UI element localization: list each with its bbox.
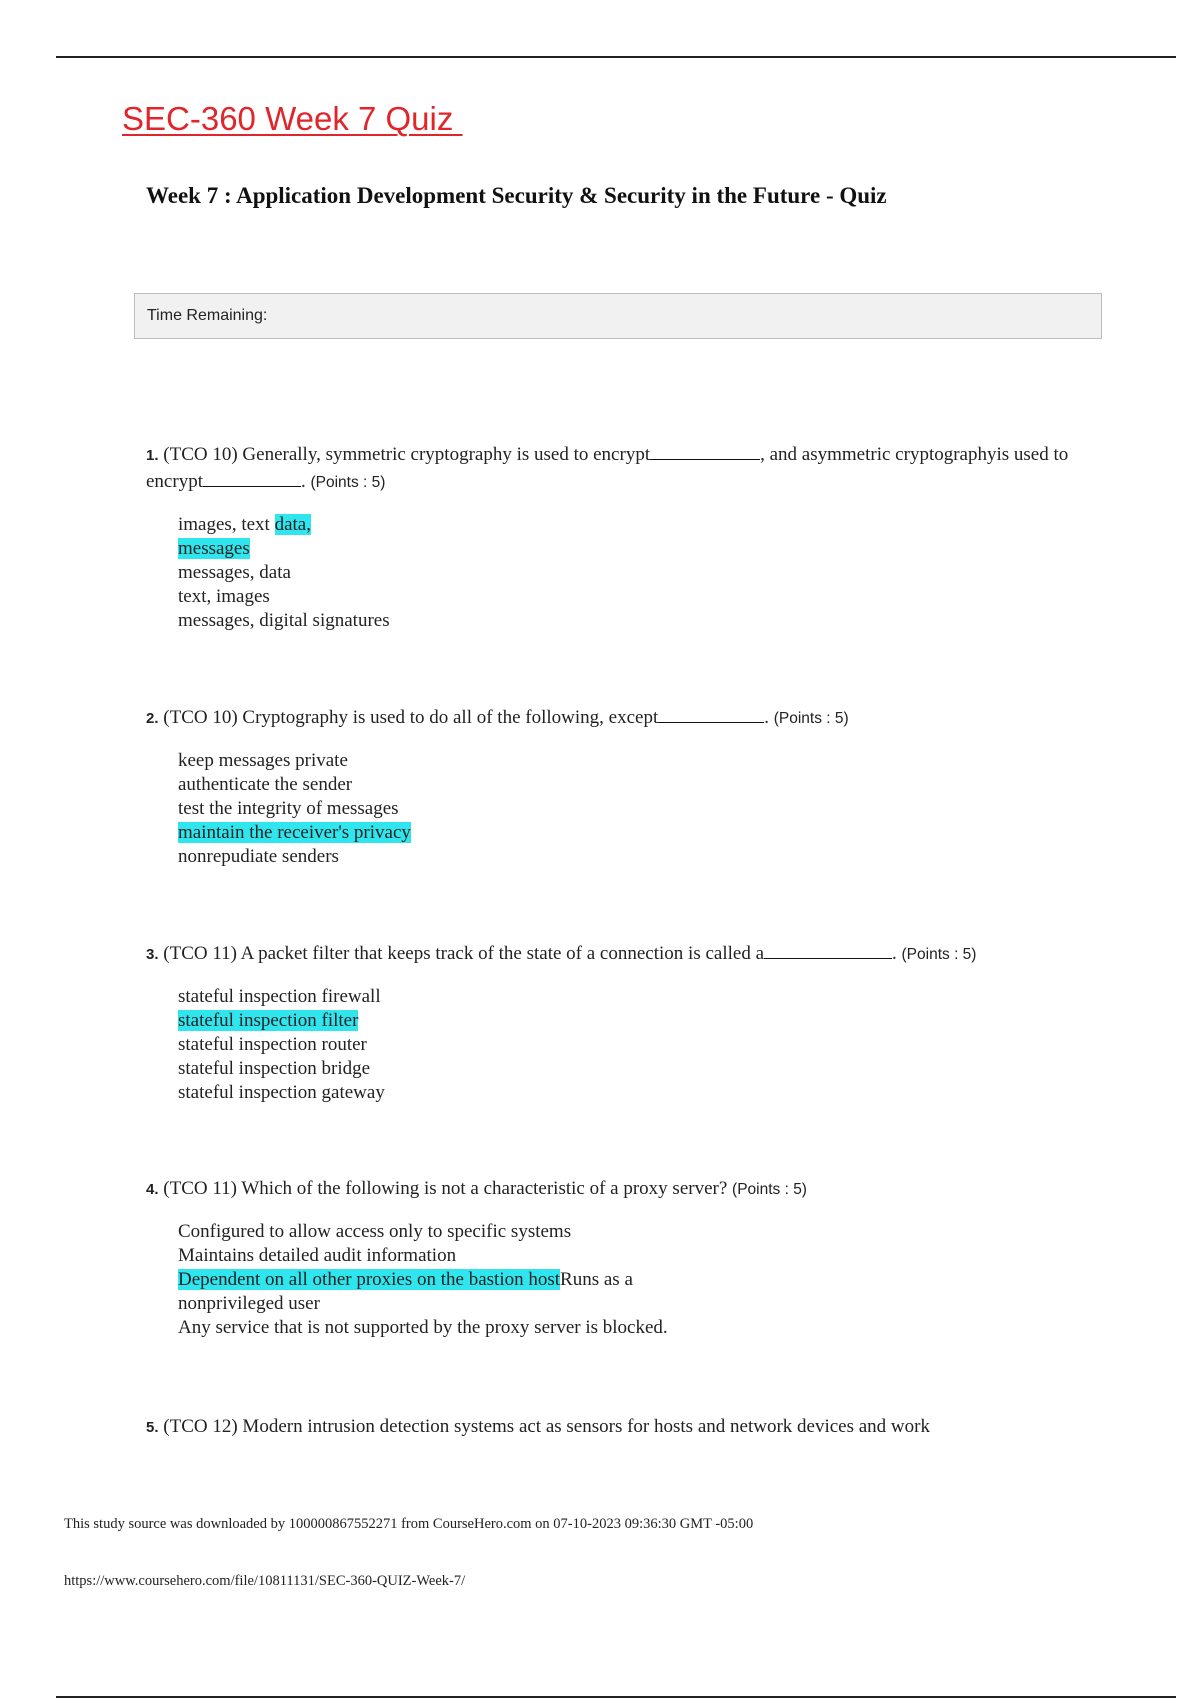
question-4-text: 4. (TCO 11) Which of the following is not a characteristic of a proxy server? (Points : 5) [146,1178,807,1199]
answer-option[interactable]: stateful inspection router [178,1034,367,1055]
answer-option[interactable]: stateful inspection bridge [178,1058,371,1079]
answer-option[interactable] [178,1009,1086,1033]
question-3 [146,940,1086,1105]
answer-blank [203,468,301,487]
answer-option[interactable]: Any service that is not supported by the proxy server is blocked. [178,1317,668,1338]
download-notice: This study source was downloaded by 100000867552271 from CourseHero.com on 07-10-2023 09:36:30 GMT -05:00 [64,1516,754,1532]
answer-blank [764,940,892,959]
points-label: (Points : 5) [901,946,977,963]
answer-option[interactable]: Maintains detailed audit information [178,1245,457,1266]
answer-option[interactable] [178,537,1086,561]
top-rule [56,56,1176,58]
question-5 [146,1414,1086,1440]
highlighted-answer: messages [178,538,250,559]
question-number: 2. [146,710,159,727]
answer-option[interactable]: text, images [178,586,270,607]
question-2-text: 2. (TCO 10) Cryptography is used to do all of the following, except . (Points : 5) [146,704,1086,731]
answer-blank [658,704,764,723]
highlighted-answer: data, [274,514,311,535]
answer-option[interactable]: images, text data, [178,514,311,535]
source-url[interactable]: https://www.coursehero.com/file/10811131/SEC-360-QUIZ-Week-7/ [64,1573,466,1589]
answer-option[interactable]: authenticate the sender [178,774,353,795]
question-5-text: 5. (TCO 12) Modern intrusion detection systems act as sensors for hosts and network devices and work [146,1416,930,1437]
question-number: 3. [146,946,159,963]
question-1-options [178,513,1086,633]
answer-option[interactable]: stateful inspection firewall [178,986,381,1007]
question-2 [146,704,1086,869]
points-label: (Points : 5) [732,1181,807,1198]
points-label: (Points : 5) [310,474,386,491]
answer-option[interactable]: nonprivileged user [178,1293,320,1314]
question-1 [146,441,1086,633]
time-remaining-box [134,293,1102,339]
time-remaining-label: Time Remaining: [147,307,268,324]
question-3-text: 3. (TCO 11) A packet filter that keeps track of the state of a connection is called a . (Points : 5) [146,940,1086,967]
answer-option[interactable]: Configured to allow access only to specific systems [178,1221,572,1242]
question-number: 5. [146,1419,159,1436]
quiz-heading: Week 7 : Application Development Security & Security in the Future - Quiz [146,183,887,208]
answer-blank [650,441,760,460]
question-number: 4. [146,1181,159,1198]
question-2-options [178,749,1086,869]
question-3-options [178,985,1086,1105]
bottom-rule [56,1696,1176,1698]
answer-option[interactable]: Dependent on all other proxies on the bastion hostRuns as a [178,1269,633,1290]
document-title: SEC-360 Week 7 Quiz [122,100,463,137]
question-4-options [178,1220,1086,1340]
points-label: (Points : 5) [773,710,849,727]
answer-option[interactable] [178,821,1086,845]
answer-option[interactable]: messages, digital signatures [178,610,390,631]
highlighted-answer: stateful inspection filter [178,1010,359,1031]
question-number: 1. [146,447,159,464]
answer-option[interactable]: test the integrity of messages [178,798,399,819]
question-4 [146,1176,1086,1340]
highlighted-answer: Dependent on all other proxies on the bastion host [178,1269,561,1290]
answer-option[interactable]: stateful inspection gateway [178,1082,385,1103]
answer-option[interactable]: nonrepudiate senders [178,846,339,867]
answer-option[interactable]: messages, data [178,562,291,583]
question-1-text: 1. (TCO 10) Generally, symmetric cryptography is used to encrypt , and asymmetric cryptographyis used to encrypt . (Points : 5) [146,441,1086,495]
highlighted-answer: maintain the receiver's privacy [178,822,411,843]
answer-option[interactable]: keep messages private [178,750,348,771]
